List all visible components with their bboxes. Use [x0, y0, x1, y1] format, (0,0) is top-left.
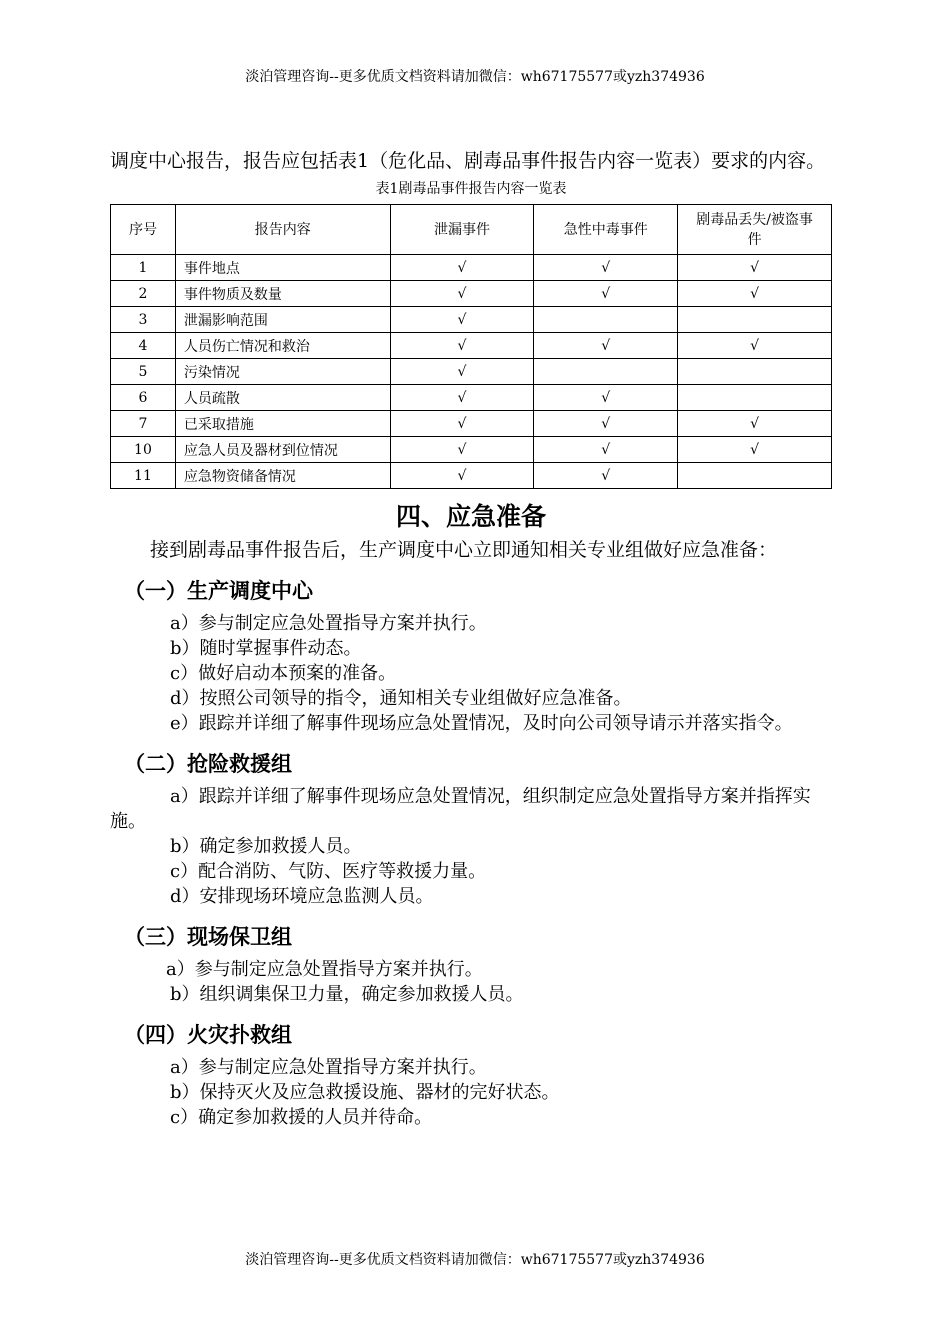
row-no: 11 — [111, 463, 176, 489]
list-item: c）确定参加救援的人员并待命。 — [170, 1107, 433, 1128]
list-item: a）参与制定应急处置指导方案并执行。 — [170, 1057, 487, 1078]
table-row — [111, 463, 832, 489]
row-poison-mark — [534, 307, 678, 333]
table-row — [111, 307, 832, 333]
row-leak-mark: √ — [390, 437, 534, 463]
row-poison-mark: √ — [534, 411, 678, 437]
row-no: 5 — [111, 359, 176, 385]
row-no: 4 — [111, 333, 176, 359]
intro-paragraph: 调度中心报告，报告应包括表1（危化品、剧毒品事件报告内容一览表）要求的内容。 — [110, 150, 826, 172]
row-poison-mark: √ — [534, 255, 678, 281]
header-no: 序号 — [111, 205, 176, 255]
list-item: b）组织调集保卫力量，确定参加救援人员。 — [170, 984, 524, 1005]
table-row — [111, 359, 832, 385]
list-item: b）确定参加救援人员。 — [170, 836, 362, 857]
row-item: 泄漏影响范围 — [175, 307, 390, 333]
row-leak-mark: √ — [390, 281, 534, 307]
group-title-security: （三）现场保卫组 — [124, 925, 292, 949]
row-no: 1 — [111, 255, 176, 281]
list-item: c）配合消防、气防、医疗等救援力量。 — [170, 861, 487, 882]
group-title-firefighting: （四）火灾扑救组 — [124, 1023, 292, 1047]
list-item: a）参与制定应急处置指导方案并执行。 — [170, 613, 487, 634]
section-intro: 接到剧毒品事件报告后，生产调度中心立即通知相关专业组做好应急准备： — [150, 539, 778, 561]
row-no: 6 — [111, 385, 176, 411]
row-leak-mark: √ — [390, 307, 534, 333]
report-content-table — [110, 204, 832, 489]
list-item: a）参与制定应急处置指导方案并执行。 — [166, 959, 483, 980]
row-poison-mark: √ — [534, 463, 678, 489]
row-leak-mark: √ — [390, 411, 534, 437]
row-poison-mark — [534, 359, 678, 385]
row-lost-mark — [678, 307, 832, 333]
group-title-rescue: （二）抢险救援组 — [124, 752, 292, 776]
row-lost-mark — [678, 463, 832, 489]
list-item: b）保持灭火及应急救援设施、器材的完好状态。 — [170, 1082, 560, 1103]
row-lost-mark: √ — [678, 281, 832, 307]
table-row — [111, 281, 832, 307]
row-poison-mark: √ — [534, 333, 678, 359]
list-item: c）做好启动本预案的准备。 — [170, 663, 397, 684]
table-row — [111, 385, 832, 411]
row-item: 应急人员及器材到位情况 — [175, 437, 390, 463]
row-lost-mark: √ — [678, 255, 832, 281]
row-item: 已采取措施 — [175, 411, 390, 437]
row-poison-mark: √ — [534, 281, 678, 307]
row-item: 人员伤亡情况和救治 — [175, 333, 390, 359]
table-row — [111, 255, 832, 281]
row-lost-mark: √ — [678, 333, 832, 359]
row-lost-mark: √ — [678, 437, 832, 463]
page-body — [110, 148, 832, 1130]
row-no: 10 — [111, 437, 176, 463]
table-row — [111, 333, 832, 359]
row-leak-mark: √ — [390, 255, 534, 281]
row-item: 事件物质及数量 — [175, 281, 390, 307]
row-no: 2 — [111, 281, 176, 307]
row-item: 事件地点 — [175, 255, 390, 281]
table-row — [111, 411, 832, 437]
header-content: 报告内容 — [175, 205, 390, 255]
list-item: b）随时掌握事件动态。 — [170, 638, 362, 659]
section-title: 四、应急准备 — [395, 502, 546, 531]
list-item: a）跟踪并详细了解事件现场应急处置情况，组织制定应急处置指导方案并指挥实施。 — [110, 786, 811, 832]
header-poisoning: 急性中毒事件 — [534, 205, 678, 255]
row-leak-mark: √ — [390, 333, 534, 359]
row-leak-mark: √ — [390, 359, 534, 385]
table-caption: 表1剧毒品事件报告内容一览表 — [375, 181, 567, 197]
row-poison-mark: √ — [534, 385, 678, 411]
row-lost-mark — [678, 385, 832, 411]
group-title-dispatch: （一）生产调度中心 — [124, 579, 313, 603]
row-item: 人员疏散 — [175, 385, 390, 411]
row-no: 3 — [111, 307, 176, 333]
row-leak-mark: √ — [390, 385, 534, 411]
row-item: 污染情况 — [175, 359, 390, 385]
list-item: d）安排现场环境应急监测人员。 — [170, 886, 434, 907]
header-leak: 泄漏事件 — [390, 205, 534, 255]
row-lost-mark: √ — [678, 411, 832, 437]
table-row — [111, 437, 832, 463]
list-item: d）按照公司领导的指令，通知相关专业组做好应急准备。 — [170, 688, 632, 709]
row-lost-mark — [678, 359, 832, 385]
page-footer: 淡泊管理咨询--更多优质文档资料请加微信：wh67175577或yzh374936 — [245, 1252, 705, 1268]
row-leak-mark: √ — [390, 463, 534, 489]
row-item: 应急物资储备情况 — [175, 463, 390, 489]
table-header-row — [111, 205, 832, 255]
row-poison-mark: √ — [534, 437, 678, 463]
page-header: 淡泊管理咨询--更多优质文档资料请加微信：wh67175577或yzh374936 — [245, 69, 705, 85]
list-item: e）跟踪并详细了解事件现场应急处置情况，及时向公司领导请示并落实指令。 — [170, 713, 793, 734]
row-no: 7 — [111, 411, 176, 437]
header-lost: 剧毒品丢失/被盗事件 — [678, 205, 832, 255]
